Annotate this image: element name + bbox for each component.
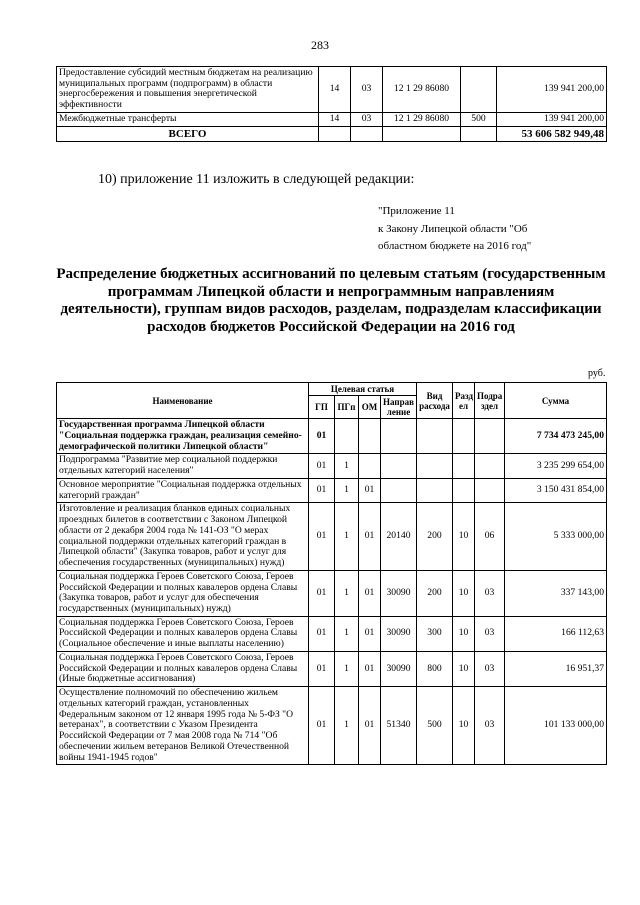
cell-name: Предоставление субсидий местным бюджетам на реализацию муниципальных программ (подпрограмм) в области энергосбережения и повышения энергетической эффективности [57,67,319,113]
cell-vid: 800 [417,651,453,686]
cell-vid [417,478,453,502]
header-sum: Сумма [505,383,607,419]
cell-om: 01 [359,570,381,616]
table-row [57,570,607,616]
cell-razdel: 10 [453,651,475,686]
header-target: Целевая статья [309,383,417,396]
cell-sum: 139 941 200,00 [497,67,607,113]
cell-pgp: 1 [335,478,359,502]
cell-name: Социальная поддержка Героев Советского Союза, Героев Российской Федерации и полных кавалеров ордена Славы (Иные бюджетные ассигнования) [57,651,309,686]
header-podrazdel: Подра здел [475,383,505,419]
cell-om: 01 [359,687,381,765]
cell-name: Государственная программа Липецкой области "Социальная поддержка граждан, реализация семейно-демографической политики Липецкой области" [57,419,309,454]
cell-article: 12 1 29 86080 [383,67,461,113]
header-razdel: Разд ел [453,383,475,419]
header-gp: ГП [309,396,335,419]
cell-vid [461,67,497,113]
cell-sum: 101 133 000,00 [505,687,607,765]
header-vid: Вид расхода [417,383,453,419]
total-sum: 53 606 582 949,48 [497,126,607,141]
note-line-2: к Закону Липецкой области "Об [378,222,528,235]
top-table-row [57,67,607,113]
cell-direction: 20140 [381,503,417,570]
cell-vid [417,419,453,454]
cell-razdel: 10 [453,570,475,616]
cell-sum: 5 333 000,00 [505,503,607,570]
cell-gp: 01 [309,419,335,454]
cell-om: 01 [359,651,381,686]
table-row [57,478,607,502]
cell-gp: 01 [309,454,335,478]
cell-vid [417,454,453,478]
allocation-table [56,382,607,765]
table-row [57,687,607,765]
cell-pgp [335,419,359,454]
cell-pgp: 1 [335,651,359,686]
cell-name: Подпрограмма "Развитие мер социальной поддержки отдельных категорий населения" [57,454,309,478]
table-row [57,454,607,478]
cell-gp: 01 [309,503,335,570]
cell-om: 01 [359,503,381,570]
cell-pgp: 1 [335,503,359,570]
cell-direction: 30090 [381,651,417,686]
cell-podrazdel: 06 [475,503,505,570]
cell-direction: 30090 [381,570,417,616]
table-row [57,651,607,686]
appendix-instruction: 10) приложение 11 изложить в следующей редакции: [98,172,415,187]
cell-name: Социальная поддержка Героев Советского Союза, Героев Российской Федерации и полных кавалеров ордена Славы (Закупка товаров, работ и услуг для обеспечения государственных (муниципальных) нужд) [57,570,309,616]
cell-name: Межбюджетные трансферты [57,112,319,126]
top-table-row [57,112,607,126]
appendix-note [378,203,531,256]
cell-article: 12 1 29 86080 [383,112,461,126]
total-label: ВСЕГО [57,126,319,141]
cell-pgp: 1 [335,454,359,478]
cell-sum: 3 235 299 654,00 [505,454,607,478]
cell-om [359,419,381,454]
cell-gp: 01 [309,651,335,686]
cell-name: Изготовление и реализация бланков единых социальных проездных билетов в соответствии с Законом Липецкой области от 2 декабря 2004 года № 141-ОЗ "О мерах социальной поддержки отдельных категорий граждан в Липецкой области" (Закупка товаров, работ и услуг для обеспечения государственных (муниципальных) нужд) [57,503,309,570]
table-row [57,419,607,454]
cell-gp: 01 [309,570,335,616]
cell-podrazdel: 03 [475,616,505,651]
cell-podrazdel [475,419,505,454]
cell-direction: 30090 [381,616,417,651]
cell-name: Основное мероприятие "Социальная поддержка отдельных категорий граждан" [57,478,309,502]
cell-podrazdel [475,478,505,502]
cell-name: Осуществление полномочий по обеспечению жильем отдельных категорий граждан, установленных Федеральным законом от 12 января 1995 года № 5-ФЗ "О ветеранах", в соответствии с Указом Президента Российской Федерации от 7 мая 2008 года № 714 "Об обеспечении жильем ветеранов Великой Отечественной войны 1941-1945 годов" [57,687,309,765]
cell-gp: 01 [309,616,335,651]
document-title: Распределение бюджетных ассигнований по целевым статьям (государственным программам Липецкой области и непрограммным направлениям деятельности), группам видов расходов, разделам, подразделам классификации расходов бюджетов Российской Федерации на 2016 год [56,266,606,336]
cell-direction [381,454,417,478]
cell-razdel [453,478,475,502]
cell-vid: 200 [417,503,453,570]
table-row [57,616,607,651]
cell-sum: 7 734 473 245,00 [505,419,607,454]
cell-razdel: 10 [453,616,475,651]
header-pgp: ПГп [335,396,359,419]
header-name: Наименование [57,383,309,419]
cell-sum: 3 150 431 854,00 [505,478,607,502]
cell-podrazdel: 03 [351,67,383,113]
cell-om [359,454,381,478]
header-direction: Направ ление [381,396,417,419]
top-budget-table [56,66,607,142]
cell-razdel [453,454,475,478]
cell-pgp: 1 [335,570,359,616]
cell-pgp: 1 [335,616,359,651]
cell-razdel [453,419,475,454]
cell-podrazdel: 03 [475,651,505,686]
cell-razdel: 14 [319,112,351,126]
cell-direction [381,419,417,454]
note-line-3: областном бюджете на 2016 год" [378,240,532,253]
cell-sum: 139 941 200,00 [497,112,607,126]
table-row [57,503,607,570]
cell-om: 01 [359,478,381,502]
cell-razdel: 10 [453,503,475,570]
cell-razdel: 14 [319,67,351,113]
cell-podrazdel [475,454,505,478]
cell-razdel: 10 [453,687,475,765]
cell-vid: 200 [417,570,453,616]
cell-sum: 337 143,00 [505,570,607,616]
currency-label: руб. [588,368,606,379]
cell-podrazdel: 03 [351,112,383,126]
header-row-1 [57,383,607,396]
cell-direction [381,478,417,502]
cell-gp: 01 [309,478,335,502]
cell-om: 01 [359,616,381,651]
total-row [57,126,607,141]
note-line-1: "Приложение 11 [378,205,455,217]
cell-sum: 16 951,37 [505,651,607,686]
cell-podrazdel: 03 [475,570,505,616]
cell-direction: 51340 [381,687,417,765]
cell-vid: 300 [417,616,453,651]
cell-sum: 166 112,63 [505,616,607,651]
header-om: ОМ [359,396,381,419]
cell-pgp: 1 [335,687,359,765]
cell-vid: 500 [417,687,453,765]
cell-vid: 500 [461,112,497,126]
cell-name: Социальная поддержка Героев Советского Союза, Героев Российской Федерации и полных кавалеров ордена Славы (Социальное обеспечение и иные выплаты населению) [57,616,309,651]
cell-gp: 01 [309,687,335,765]
cell-podrazdel: 03 [475,687,505,765]
page-number: 283 [311,38,329,52]
